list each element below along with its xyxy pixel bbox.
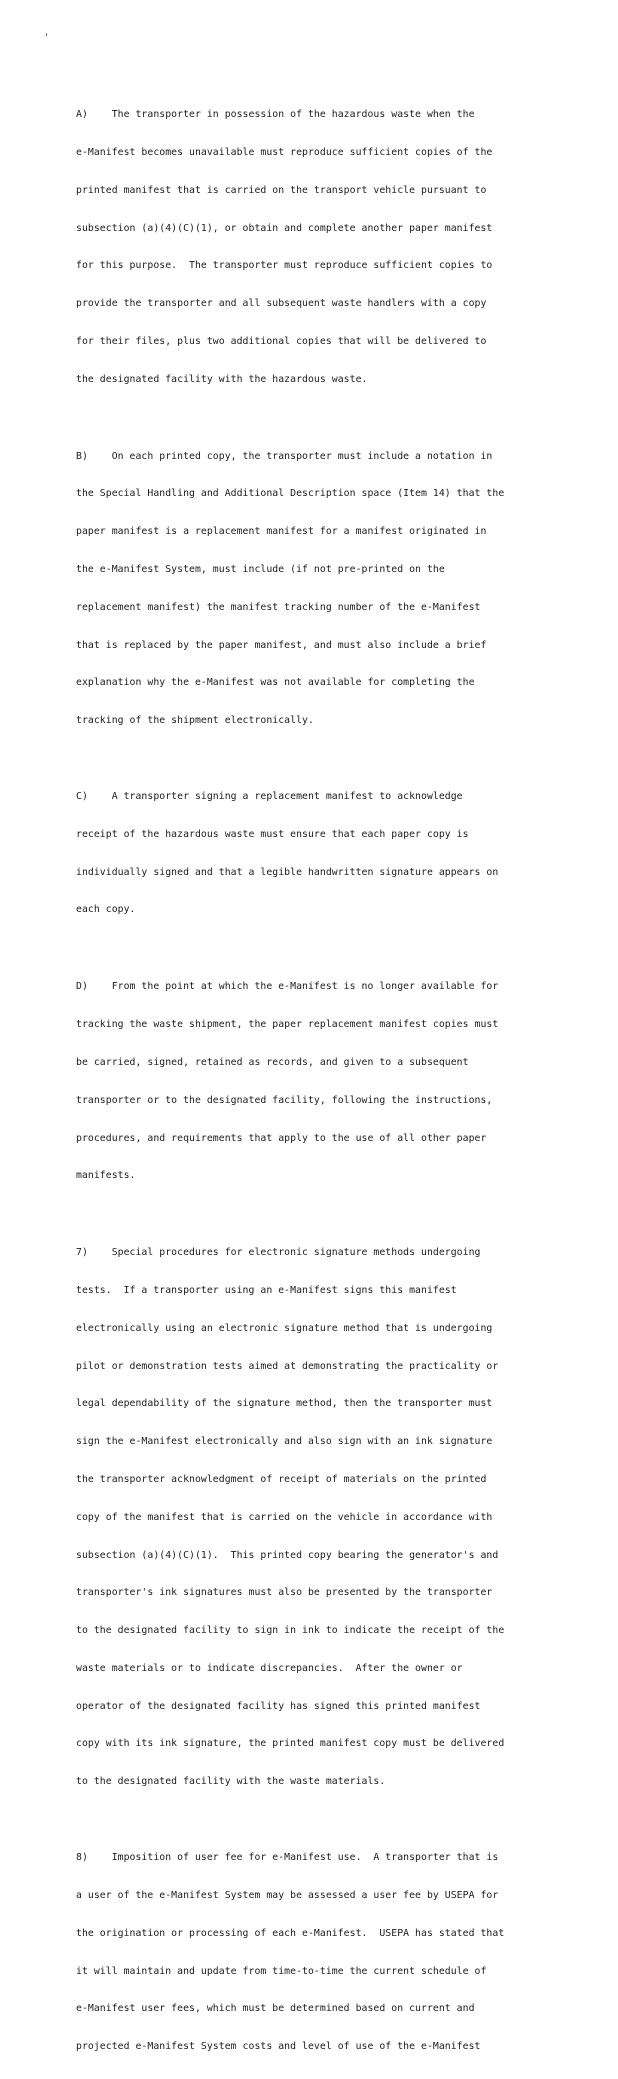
text-line: to the designated facility to sign in ink to indicate the receipt of the: [76, 1625, 505, 1637]
text-line: the e-Manifest System, must include (if not pre-printed on the: [76, 563, 445, 575]
text-line: the designated facility with the hazardous waste.: [76, 373, 368, 385]
paragraph-8: [76, 1827, 542, 2079]
text-line: printed manifest that is carried on the transport vehicle pursuant to: [76, 184, 487, 196]
text-line: for this purpose. The transporter must reproduce sufficient copies to: [76, 260, 493, 272]
paragraph-d: [76, 956, 542, 1208]
text-line: a user of the e-Manifest System may be assessed a user fee by USEPA for: [76, 1889, 499, 1901]
text-line: explanation why the e-Manifest was not available for completing the: [76, 677, 475, 689]
text-line: individually signed and that a legible handwritten signature appears on: [76, 866, 499, 878]
text-line: waste materials or to indicate discrepancies. After the owner or: [76, 1662, 463, 1674]
text-line: copy of the manifest that is carried on the vehicle in accordance with: [76, 1511, 493, 1523]
text-line: the Special Handling and Additional Description space (Item 14) that the: [76, 488, 505, 500]
paragraph-7: [76, 1222, 542, 1814]
text-line: A) The transporter in possession of the hazardous waste when the: [76, 109, 475, 121]
text-line: electronically using an electronic signature method that is undergoing: [76, 1322, 493, 1334]
scan-speck: [46, 33, 47, 36]
text-line: legal dependability of the signature method, then the transporter must: [76, 1398, 493, 1410]
text-line: the origination or processing of each e-Manifest. USEPA has stated that: [76, 1927, 505, 1939]
text-line: paper manifest is a replacement manifest for a manifest originated in: [76, 526, 487, 538]
text-line: that is replaced by the paper manifest, and must also include a brief: [76, 639, 487, 651]
text-line: transporter's ink signatures must also be presented by the transporter: [76, 1587, 493, 1599]
text-line: sign the e-Manifest electronically and also sign with an ink signature: [76, 1436, 493, 1448]
text-line: be carried, signed, retained as records, and given to a subsequent: [76, 1056, 469, 1068]
text-line: procedures, and requirements that apply to the use of all other paper: [76, 1132, 487, 1144]
text-line: receipt of the hazardous waste must ensure that each paper copy is: [76, 828, 469, 840]
paragraph-c: [76, 766, 542, 942]
paragraph-b: [76, 425, 542, 752]
text-line: for their files, plus two additional copies that will be delivered to: [76, 335, 487, 347]
text-line: operator of the designated facility has signed this printed manifest: [76, 1700, 481, 1712]
text-line: 7) Special procedures for electronic signature methods undergoing: [76, 1247, 481, 1259]
text-line: subsection (a)(4)(C)(1). This printed copy bearing the generator's and: [76, 1549, 499, 1561]
text-line: tracking the waste shipment, the paper replacement manifest copies must: [76, 1019, 499, 1031]
text-line: manifests.: [76, 1170, 136, 1182]
text-line: tracking of the shipment electronically.: [76, 715, 314, 727]
text-line: projected e-Manifest System costs and level of use of the e-Manifest: [76, 2041, 481, 2053]
paragraph-a: [76, 84, 542, 411]
text-line: C) A transporter signing a replacement manifest to acknowledge: [76, 791, 463, 803]
text-line: D) From the point at which the e-Manifest is no longer available for: [76, 981, 499, 993]
text-line: pilot or demonstration tests aimed at demonstrating the practicality or: [76, 1360, 499, 1372]
text-line: tests. If a transporter using an e-Manifest signs this manifest: [76, 1285, 457, 1297]
text-line: transporter or to the designated facility, following the instructions,: [76, 1094, 493, 1106]
text-line: 8) Imposition of user fee for e-Manifest use. A transporter that is: [76, 1852, 499, 1864]
text-line: e-Manifest becomes unavailable must reproduce sufficient copies of the: [76, 146, 493, 158]
text-line: each copy.: [76, 904, 136, 916]
text-line: provide the transporter and all subsequent waste handlers with a copy: [76, 298, 487, 310]
text-line: e-Manifest user fees, which must be determined based on current and: [76, 2003, 475, 2015]
text-line: copy with its ink signature, the printed manifest copy must be delivered: [76, 1738, 505, 1750]
text-line: B) On each printed copy, the transporter must include a notation in: [76, 450, 493, 462]
text-line: it will maintain and update from time-to-time the current schedule of: [76, 1965, 487, 1977]
text-line: subsection (a)(4)(C)(1), or obtain and complete another paper manifest: [76, 222, 493, 234]
document-body: [76, 84, 542, 2079]
text-line: to the designated facility with the waste materials.: [76, 1776, 386, 1788]
text-line: the transporter acknowledgment of receipt of materials on the printed: [76, 1473, 487, 1485]
text-line: replacement manifest) the manifest tracking number of the e-Manifest: [76, 601, 481, 613]
